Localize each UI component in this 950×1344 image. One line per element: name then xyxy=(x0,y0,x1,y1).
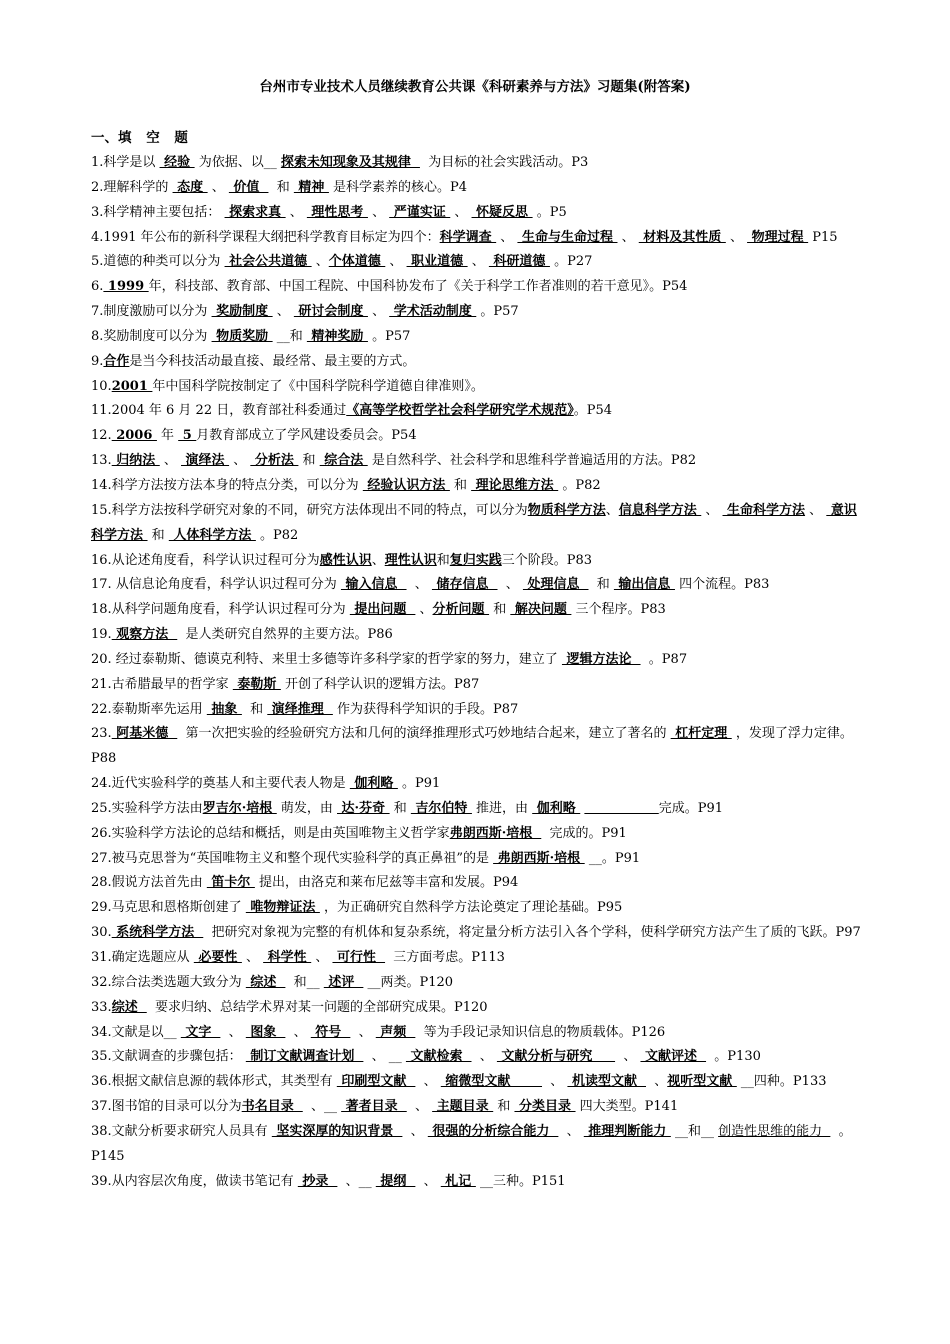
document-title: 台州市专业技术人员继续教育公共课《科研素养与方法》习题集(附答案) xyxy=(259,79,691,95)
answer-blank: 文献检索 xyxy=(405,1049,472,1065)
question-text: 、__ xyxy=(337,1173,376,1189)
answer-blank: 综述 xyxy=(245,974,286,990)
question-text: 、 xyxy=(450,204,472,220)
answer-blank: 分析问题 xyxy=(432,602,490,618)
question-text: 第一次把实验的经验研究方法和几何的演绎推理形式巧妙地结合起来，建立了著名的 xyxy=(177,726,671,742)
answer-blank: 分类目录 xyxy=(514,1099,576,1115)
answer-blank: 输出信息 xyxy=(613,577,675,593)
answer-blank: 创造性思维的能力 xyxy=(718,1123,831,1139)
question-text: 35.文献调查的步骤包括： xyxy=(91,1049,246,1065)
answer-blank: 生命科学方法 xyxy=(722,502,806,518)
answer-blank: 经验 xyxy=(159,155,195,170)
question-text: 、 xyxy=(367,304,390,320)
question-text: 26.实验科学方法论的总结和概括，则是由英国唯物主义哲学家 xyxy=(91,825,450,841)
answer-blank: 研讨会制度 xyxy=(293,304,368,320)
answer-blank: 抽象 xyxy=(206,701,242,717)
question-text: 、 xyxy=(159,453,182,469)
answer-blank: 职业道德 xyxy=(406,254,468,270)
answer-blank: 吉尔伯特 xyxy=(410,800,472,816)
question-text: 为目标的社会实践活动。P3 xyxy=(419,155,589,170)
question-item xyxy=(91,1095,869,1120)
question-text: 、 xyxy=(558,1123,584,1139)
answer-blank: 推理判断能力 xyxy=(583,1123,671,1139)
question-text: __两类。P120 xyxy=(363,974,454,990)
section-heading: 一、填 空 题 xyxy=(91,130,188,146)
question-text: 年，科技部、教育部、中国工程院、中国科协发布了《关于科学工作者准则的若干意见》。P54 xyxy=(148,279,688,295)
question-item xyxy=(91,250,869,275)
answer-blank: 信息科学方法 xyxy=(618,502,702,518)
answer-blank: 抄录 xyxy=(297,1173,338,1189)
question-text: 年 xyxy=(156,428,179,444)
question-item xyxy=(91,176,869,201)
answer-blank: 《高等学校哲学社会科学研究学术规范》 xyxy=(346,403,574,419)
question-text: 、 xyxy=(241,950,264,965)
question-text: 10. xyxy=(91,378,112,394)
answer-blank: 阿基米德 xyxy=(111,726,178,742)
question-text: 32.综合法类选题大致分为 xyxy=(91,974,246,990)
question-text: 、 xyxy=(415,1074,441,1090)
answer-blank: 探索未知现象及其规律 xyxy=(280,155,420,170)
question-text: 、__ xyxy=(302,1099,342,1115)
question-text: 38.文献分析要求研究人员具有 xyxy=(91,1123,272,1139)
question-item xyxy=(91,772,869,797)
question-text: 、 xyxy=(471,1049,497,1065)
answer-blank: 视听型文献 xyxy=(667,1074,737,1090)
answer-blank: 文献评述 xyxy=(640,1049,707,1065)
answer-blank: 合作 xyxy=(103,353,130,369)
question-text: 、 xyxy=(496,229,518,245)
answer-blank: 输入信息 xyxy=(340,577,407,593)
answer-blank: 理性认识 xyxy=(384,552,437,568)
question-item xyxy=(91,871,869,896)
answer-blank: 个体道德 xyxy=(328,254,386,270)
question-text: 作为获得科学知识的手段。P87 xyxy=(332,701,519,717)
question-text: 37.图书馆的目录可以分为 xyxy=(91,1099,242,1115)
question-text: 、 xyxy=(497,577,523,593)
answer-blank: 怀疑反思 xyxy=(471,204,533,220)
question-text: 7.制度激励可以分为 xyxy=(91,304,212,320)
question-text: 21.古希腊最早的哲学家 xyxy=(91,676,233,692)
answer-blank: 图象 xyxy=(245,1024,286,1040)
question-list xyxy=(91,151,869,1194)
answer-blank: 探索求真 xyxy=(224,204,286,220)
question-text: 和 xyxy=(241,701,268,717)
question-text: 和 xyxy=(489,602,511,618)
question-text: 、 __ xyxy=(363,1049,406,1065)
question-text: 年中国科学院按制定了《中国科学院科学道德自律准则》。 xyxy=(152,378,484,394)
question-text: 、 xyxy=(406,577,432,593)
question-text: 和 xyxy=(436,552,450,568)
answer-blank: 演绎推理 xyxy=(267,701,333,717)
answer-blank: 生命与生命过程 xyxy=(517,229,618,245)
answer-blank: 制订文献调查计划 xyxy=(245,1049,364,1065)
question-text: 、 xyxy=(311,254,329,270)
question-item xyxy=(91,847,869,872)
question-item xyxy=(91,673,869,698)
question-text: 等为手段记录知识信息的物质载体。P126 xyxy=(415,1024,666,1040)
question-text: 是科学素养的核心。P4 xyxy=(328,179,468,195)
question-text: 。P57 xyxy=(476,304,519,320)
question-text: 。P27 xyxy=(549,254,593,270)
question-text: __。P91 xyxy=(584,850,641,866)
answer-blank: 严谨实证 xyxy=(389,204,451,220)
question-item xyxy=(91,499,869,549)
answer-blank: 声频 xyxy=(375,1024,416,1040)
question-text: 。P87 xyxy=(640,651,688,667)
question-item xyxy=(91,549,869,574)
question-text: 1.科学是以 xyxy=(91,155,160,170)
answer-blank: 达·芬奇 xyxy=(337,800,390,816)
question-item xyxy=(91,1120,869,1170)
answer-blank: 5 xyxy=(178,428,197,444)
answer-blank: 伽利略 xyxy=(532,800,581,816)
question-text: 、 xyxy=(285,204,307,220)
question-text: 四个流程。P83 xyxy=(674,577,770,593)
question-text: 27.被马克思誉为“英国唯物主义和整个现代实验科学的真正鼻祖”的是 xyxy=(91,850,494,866)
question-text: 。P91 xyxy=(397,776,441,792)
question-text: 三个程序。P83 xyxy=(571,602,666,618)
question-text: 、 xyxy=(467,254,489,270)
question-text: 15.科学方法按科学研究对象的不同，研究方法体现出不同的特点，可以分为 xyxy=(91,502,528,518)
question-text: 、 xyxy=(617,229,639,245)
question-item xyxy=(91,1070,869,1095)
question-text: 和 xyxy=(493,1099,515,1115)
answer-blank: 社会公共道德 xyxy=(224,254,312,270)
question-item xyxy=(91,598,869,623)
question-text: 、 xyxy=(207,179,229,195)
question-item xyxy=(91,996,869,1021)
question-item xyxy=(91,573,869,598)
answer-blank: 主题目录 xyxy=(432,1099,494,1115)
answer-blank: 材料及其性质 xyxy=(638,229,726,245)
question-text: 24.近代实验科学的奠基人和主要代表人物是 xyxy=(91,776,350,792)
answer-blank: 解决问题 xyxy=(510,602,572,618)
question-item xyxy=(91,1021,869,1046)
question-text: 是人类研究自然界的主要方法。P86 xyxy=(177,627,393,643)
answer-blank: 札记 xyxy=(440,1173,476,1189)
question-text: 完成的。P91 xyxy=(541,825,627,841)
answer-blank: 罗吉尔·培根 xyxy=(202,800,277,816)
question-text: 、 xyxy=(402,1123,428,1139)
question-item xyxy=(91,797,869,822)
answer-blank: 必要性 xyxy=(193,950,242,965)
question-text: 完成。P91 xyxy=(658,800,724,816)
question-item xyxy=(91,1170,869,1195)
question-text: __三种。P151 xyxy=(475,1173,566,1189)
question-text: 。P57 xyxy=(367,328,411,344)
answer-blank: 理论思维方法 xyxy=(471,477,559,493)
answer-blank: 逻辑方法论 xyxy=(561,651,641,667)
question-item xyxy=(91,474,869,499)
question-text: 、 xyxy=(646,1074,668,1090)
question-text: 开创了科学认识的逻辑方法。P87 xyxy=(280,676,480,692)
question-text: 、 xyxy=(371,552,385,568)
question-item xyxy=(91,921,869,946)
answer-blank: 经验认识方法 xyxy=(362,477,450,493)
question-text: 是自然科学、社会科学和思维科学普遍适用的方法。P82 xyxy=(367,453,697,469)
question-item xyxy=(91,623,869,648)
question-text: 、 xyxy=(350,1024,376,1040)
question-text: 、 xyxy=(615,1049,641,1065)
answer-blank: 价值 xyxy=(228,179,269,195)
answer-blank: 奖励制度 xyxy=(211,304,273,320)
answer-blank: 可行性 xyxy=(332,950,386,965)
question-text: 2.理解科学的 xyxy=(91,179,173,195)
question-text: 11.2004 年 6 月 22 日，教育部社科委通过 xyxy=(91,403,347,419)
answer-blank: 伽利略 xyxy=(349,776,398,792)
answer-blank: 感性认识 xyxy=(319,552,372,568)
question-text: 39.从内容层次角度，做读书笔记有 xyxy=(91,1173,298,1189)
answer-blank: 述评 xyxy=(323,974,364,990)
answer-blank: 分析法 xyxy=(250,453,299,469)
question-text: 3.科学精神主要包括： xyxy=(91,204,225,220)
question-text: 30. xyxy=(91,925,112,941)
answer-blank: 物质科学方法 xyxy=(527,502,606,518)
question-text: 三个阶段。P83 xyxy=(501,552,593,568)
question-text: __和 xyxy=(272,328,307,344)
question-text: 、 xyxy=(285,1024,311,1040)
answer-blank: 物理过程 xyxy=(747,229,809,245)
answer-blank: 综述 xyxy=(111,999,147,1015)
question-text: 。P54 xyxy=(573,403,613,419)
question-text: 四大类型。P141 xyxy=(575,1099,679,1115)
answer-blank: 书名目录 xyxy=(241,1099,303,1115)
question-item xyxy=(91,275,869,300)
question-text: 和 xyxy=(449,477,472,493)
answer-blank: 精神 xyxy=(293,179,329,195)
question-text: 22.泰勒斯率先运用 xyxy=(91,701,207,717)
question-text: 推进，由 xyxy=(471,800,533,816)
question-text: 和 xyxy=(389,800,411,816)
question-text: 25.实验科学方法由 xyxy=(91,800,203,816)
question-item xyxy=(91,424,869,449)
question-text: 31.确定选题应从 xyxy=(91,950,194,965)
answer-blank: 理性思考 xyxy=(306,204,368,220)
answer-blank: 系统科学方法 xyxy=(111,925,204,941)
answer-blank: 缩微型文献 xyxy=(440,1074,543,1090)
answer-blank: 提纲 xyxy=(375,1173,416,1189)
question-text: 5.道德的种类可以分为 xyxy=(91,254,225,270)
answer-blank: 提出问题 xyxy=(349,602,416,618)
answer-blank: 储存信息 xyxy=(431,577,498,593)
answer-blank: 泰勒斯 xyxy=(232,676,281,692)
answer-blank: 坚实深厚的知识背景 xyxy=(271,1123,403,1139)
question-text: P15 xyxy=(808,229,838,245)
question-item xyxy=(91,449,869,474)
question-text: 和 xyxy=(147,527,169,543)
question-text: 17. 从信息论角度看，科学认识过程可分为 xyxy=(91,577,341,593)
question-text: ，发现了浮力定律。P88 xyxy=(91,726,853,767)
question-text: 。P130 xyxy=(706,1049,761,1065)
answer-blank: 科学调查 xyxy=(439,229,497,245)
answer-blank: 观察方法 xyxy=(111,627,178,643)
answer-blank: 很强的分析综合能力 xyxy=(427,1123,559,1139)
question-text: 、 xyxy=(220,1024,246,1040)
question-text: 和 xyxy=(268,179,294,195)
question-text: 9. xyxy=(91,353,104,369)
question-item xyxy=(91,201,869,226)
question-text: 34.文献是以__ xyxy=(91,1024,181,1040)
answer-blank: 文字 xyxy=(180,1024,221,1040)
question-text: 。P145 xyxy=(91,1123,852,1164)
answer-blank: 弗朗西斯·培根 xyxy=(449,825,542,841)
answer-blank: 人体科学方法 xyxy=(168,527,256,543)
question-item xyxy=(91,946,869,971)
answer-blank: 印刷型文献 xyxy=(336,1074,416,1090)
answer-blank: 复归实践 xyxy=(449,552,502,568)
question-text: 、 xyxy=(605,502,619,518)
answer-blank: 物质奖励 xyxy=(211,328,273,344)
answer-blank: 科研道德 xyxy=(488,254,550,270)
question-text: 、 xyxy=(701,502,723,518)
question-item xyxy=(91,722,869,772)
question-text: 和 xyxy=(298,453,320,469)
question-text: 把研究对象视为完整的有机体和复杂系统，将定量分析方法引入各个学科，使科学研究方法产生了质的飞跃。P97 xyxy=(203,925,861,941)
question-text: 。P5 xyxy=(532,204,567,220)
question-text: 19. xyxy=(91,627,112,643)
question-text: 三方面考虑。P113 xyxy=(385,950,505,965)
question-item xyxy=(91,325,869,350)
question-text: __四种。P133 xyxy=(736,1074,827,1090)
answer-blank: 机读型文献 xyxy=(567,1074,646,1090)
answer-blank: 唯物辩证法 xyxy=(245,900,320,916)
answer-blank: 精神奖励 xyxy=(306,328,368,344)
question-text: 萌发，由 xyxy=(276,800,338,816)
answer-blank: 综合法 xyxy=(319,453,368,469)
answer-blank: 态度 xyxy=(172,179,208,195)
question-text: 29.马克思和恩格斯创建了 xyxy=(91,900,246,916)
answer-blank: 1999 xyxy=(103,279,149,295)
answer-blank: 著者目录 xyxy=(341,1099,407,1115)
question-text: 4.1991 年公布的新科学课程大纲把科学教育目标定为四个： xyxy=(91,229,440,245)
question-text: 和__ xyxy=(285,974,324,990)
question-text: 23. xyxy=(91,726,112,742)
question-text: __和__ xyxy=(670,1123,719,1139)
question-text: 、 xyxy=(385,254,407,270)
question-text: 12. xyxy=(91,428,112,444)
question-text: 18.从科学问题角度看，科学认识过程可分为 xyxy=(91,602,350,618)
question-text: 、 xyxy=(272,304,294,320)
answer-blank: 意识科学方法 xyxy=(91,502,857,543)
answer-blank: 笛卡尔 xyxy=(206,875,255,891)
answer-blank: 演绎法 xyxy=(181,453,230,469)
answer-blank: 2006 xyxy=(111,428,157,444)
question-item xyxy=(91,971,869,996)
answer-blank: 学术活动制度 xyxy=(389,304,477,320)
answer-blank: 科学性 xyxy=(263,950,312,965)
question-text: 要求归纳、总结学术界对某一问题的全部研究成果。P120 xyxy=(146,999,488,1015)
question-item xyxy=(91,375,869,400)
question-text: 、 xyxy=(415,1173,441,1189)
question-text: 、 xyxy=(367,204,390,220)
question-text: 、 xyxy=(805,502,827,518)
question-text: 6. xyxy=(91,279,104,295)
question-text: 提出，由洛克和莱布尼兹等丰富和发展。P94 xyxy=(254,875,519,891)
question-item xyxy=(91,226,869,251)
question-item xyxy=(91,698,869,723)
question-text: 月教育部成立了学风建设委员会。P54 xyxy=(196,428,417,444)
question-text: 13. xyxy=(91,453,112,469)
question-text: 和 xyxy=(588,577,614,593)
question-text: 36.根据文献信息源的载体形式，其类型有 xyxy=(91,1074,337,1090)
question-text: 28.假说方法首先由 xyxy=(91,875,207,891)
question-text: 、 xyxy=(415,602,433,618)
answer-blank: 2001 xyxy=(111,378,153,394)
question-text: 33. xyxy=(91,999,112,1015)
question-text: 。P82 xyxy=(558,477,601,493)
question-item xyxy=(91,151,869,176)
question-item xyxy=(91,350,869,375)
question-text: 、 xyxy=(725,229,748,245)
question-text: 为依据、以__ xyxy=(194,155,281,170)
question-text: 8.奖励制度可以分为 xyxy=(91,328,212,344)
question-text: 、 xyxy=(311,950,333,965)
answer-blank: 杠杆定理 xyxy=(670,726,732,742)
question-text: 。P82 xyxy=(255,527,299,543)
question-text: 、 xyxy=(542,1074,568,1090)
question-text: 、 xyxy=(406,1099,433,1115)
question-text: 20. 经过泰勒斯、德谟克利特、来里士多德等许多科学家的哲学家的努力，建立了 xyxy=(91,651,562,667)
question-item xyxy=(91,896,869,921)
answer-blank: 文献分析与研究 xyxy=(496,1049,616,1065)
question-item xyxy=(91,1045,869,1070)
answer-blank: 归纳法 xyxy=(111,453,160,469)
question-item xyxy=(91,399,869,424)
question-item xyxy=(91,300,869,325)
answer-blank xyxy=(584,801,658,816)
question-item xyxy=(91,648,869,673)
question-text: 16.从论述角度看，科学认识过程可分为 xyxy=(91,552,320,568)
answer-blank: 符号 xyxy=(310,1024,351,1040)
question-item xyxy=(91,822,869,847)
question-text: 、 xyxy=(229,453,251,469)
question-text: ，为正确研究自然科学方法论奠定了理论基础。P95 xyxy=(319,900,623,916)
answer-blank: 弗朗西斯·培根 xyxy=(493,850,585,866)
question-text: 14.科学方法按方法本身的特点分类，可以分为 xyxy=(91,477,363,493)
question-text: 是当今科技活动最直接、最经常、最主要的方式。 xyxy=(129,353,416,369)
answer-blank: 处理信息 xyxy=(522,577,589,593)
